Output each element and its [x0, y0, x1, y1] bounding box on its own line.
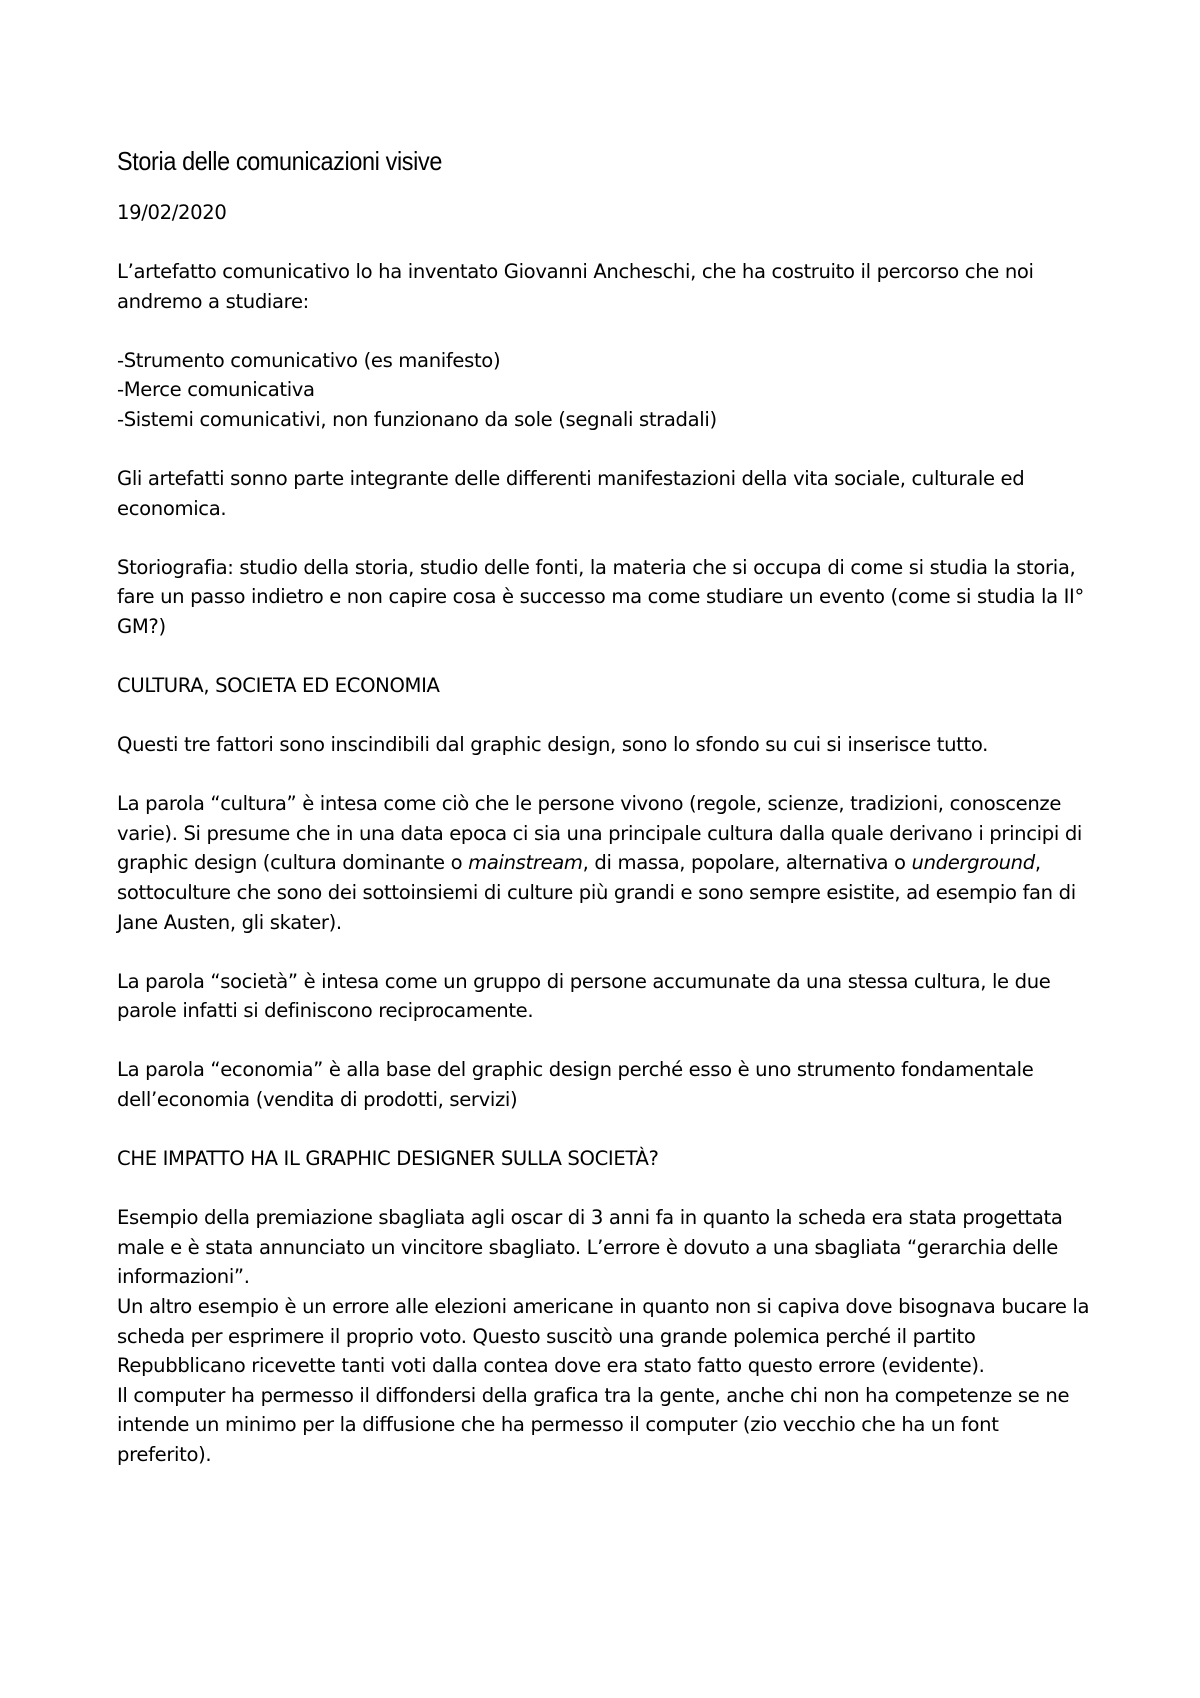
cultura-text: , sottoculture che sono dei sottoinsiemi di culture più grandi e sono sempre esistite, ad esempio fan di Jane Austen, gli skater).: [117, 851, 1076, 934]
computer-paragraph: Il computer ha permesso il diffondersi della grafica tra la gente, anche chi non ha competenze se ne intende un minimo per la diffusione che ha permesso il computer (zio vecchio che ha un font preferito).: [117, 1383, 1070, 1466]
fattori-paragraph: Questi tre fattori sono inscindibili dal graphic design, sono lo sfondo su cui si inserisce tutto.: [117, 733, 989, 757]
mainstream-term: mainstream: [468, 851, 583, 875]
esempio-elezioni-paragraph: Un altro esempio è un errore alle elezioni americane in quanto non si capiva dove bisognava bucare la scheda per esprimere il proprio voto. Questo suscitò una grande polemica perché il partito Repubblicano ricevette tanti voti dalla contea dove era stato fatto questo errore (evidente).: [117, 1294, 1090, 1378]
list-item: -Merce comunicativa: [117, 378, 315, 402]
intro-paragraph: L’artefatto comunicativo lo ha inventato Giovanni Ancheschi, che ha costruito il percorso che noi andremo a studiare:: [117, 260, 1034, 313]
cultura-text: La parola “cultura” è intesa come ciò che le persone vivono (regole, scienze, tradizioni, conoscenze varie). Si presume che in una data epoca ci sia una principale cultura dalla quale derivano i principi di graphic design (cultura dominante o: [117, 792, 1083, 875]
underground-term: underground: [911, 851, 1035, 875]
document-body: [117, 144, 1097, 1470]
societa-paragraph: La parola “società” è intesa come un gruppo di persone accumunate da una stessa cultura, le due parole infatti si definiscono reciprocamente.: [117, 969, 1051, 1023]
list-item: -Sistemi comunicativi, non funzionano da sole (segnali stradali): [117, 407, 717, 431]
document-date: 19/02/2020: [117, 201, 227, 224]
list-item: -Strumento comunicativo (es manifesto): [117, 348, 501, 372]
cultura-paragraph: [117, 789, 1097, 937]
artefact-list: [117, 346, 1097, 435]
document-title: Storia delle comunicazioni visive: [117, 146, 442, 176]
section-heading-impatto: CHE IMPATTO HA IL GRAPHIC DESIGNER SULLA SOCIETÀ?: [117, 1147, 659, 1171]
cultura-text: , di massa, popolare, alternativa o: [582, 851, 912, 875]
artefatti-paragraph: Gli artefatti sonno parte integrante delle differenti manifestazioni della vita sociale, culturale ed economica.: [117, 467, 1025, 520]
esempio-oscar-paragraph: Esempio della premiazione sbagliata agli oscar di 3 anni fa in quanto la scheda era stata progettata male e è stata annunciato un vincitore sbagliato. L’errore è dovuto a una sbagliata “gerarchia delle informazioni”.: [117, 1206, 1063, 1289]
section-heading-cultura: CULTURA, SOCIETA ED ECONOMIA: [117, 674, 440, 698]
storiografia-paragraph: Storiografia: studio della storia, studio delle fonti, la materia che si occupa di come si studia la storia, fare un passo indietro e non capire cosa è successo ma come studiare un evento (come si studia la II° GM?): [117, 555, 1084, 638]
economia-paragraph: La parola “economia” è alla base del graphic design perché esso è uno strumento fondamentale dell’economia (vendita di prodotti, servizi): [117, 1058, 1034, 1111]
